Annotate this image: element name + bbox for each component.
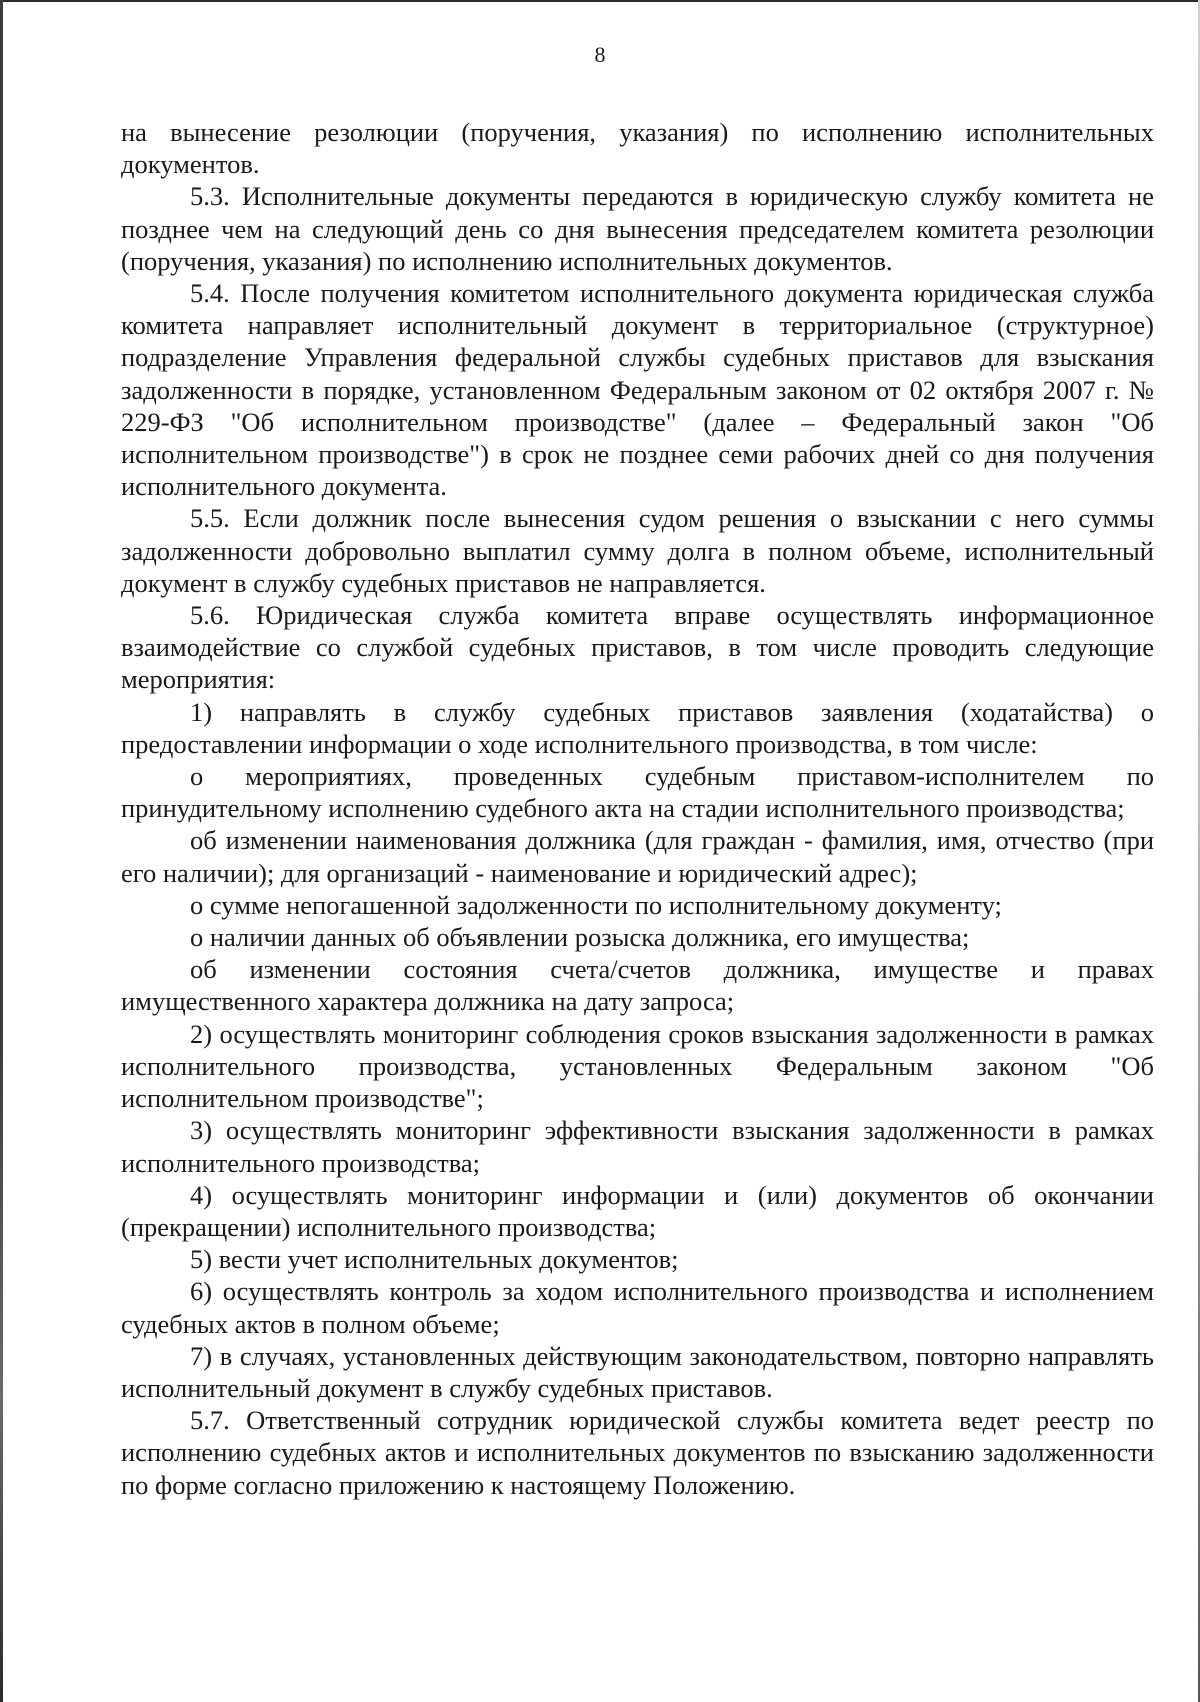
scan-edge-top (0, 0, 1200, 2)
sub-item-name-change: об изменении наименования должника (для граждан - фамилия, имя, отчество (при его наличии); для организаций - наименование и юридический адрес); (121, 825, 1154, 888)
sub-item-search: о наличии данных об объявлении розыска должника, его имущества; (190, 922, 970, 953)
sub-item-measures: о мероприятиях, проведенных судебным приставом-исполнителем по принудительному исполнению судебного акта на стадии исполнительного производства; (121, 761, 1154, 824)
page-number: 8 (594, 42, 606, 67)
paragraph-continuation: на вынесение резолюции (поручения, указания) по исполнению исполнительных документов. (121, 117, 1154, 180)
list-item-2: 2) осуществлять мониторинг соблюдения сроков взыскания задолженности в рамках исполнительного производства, установленных Федеральным законом "Об исполнительном производстве"; (121, 1018, 1154, 1114)
list-item-4: 4) осуществлять мониторинг информации и (или) документов об окончании (прекращении) исполнительного производства; (121, 1179, 1154, 1242)
list-item-3: 3) осуществлять мониторинг эффективности взыскания задолженности в рамках исполнительного производства; (121, 1115, 1154, 1178)
list-item-5: 5) вести учет исполнительных документов; (190, 1244, 679, 1275)
sub-item-debt-sum: о сумме непогашенной задолженности по исполнительному документу; (190, 889, 1002, 920)
document-body (121, 116, 1154, 1501)
paragraph-5-4: 5.4. После получения комитетом исполнительного документа юридическая служба комитета направляет исполнительный документ в территориальное (структурное) подразделение Управления федеральной службы судебных приставов для взыскания задолженности в порядке, установленном Федеральным законом от 02 октября 2007 г. № 229-ФЗ "Об исполнительном производстве" (далее – Федеральный закон "Об исполнительном производстве") в срок не позднее семи рабочих дней со дня получения исполнительного документа. (121, 278, 1154, 502)
scan-edge-left (0, 0, 3, 1702)
paragraph-5-6: 5.6. Юридическая служба комитета вправе осуществлять информационное взаимодействие со службой судебных приставов, в том числе проводить следующие мероприятия: (121, 600, 1154, 695)
list-item-7: 7) в случаях, установленных действующим законодательством, повторно направлять исполнительный документ в службу судебных приставов. (121, 1340, 1154, 1403)
paragraph-5-5: 5.5. Если должник после вынесения судом решения о взыскании с него суммы задолженности добровольно выплатил сумму долга в полном объеме, исполнительный документ в службу судебных приставов не направляется. (121, 503, 1154, 598)
list-item-1: 1) направлять в службу судебных приставов заявления (ходатайства) о предоставлении информации о ходе исполнительного производства, в том числе: (121, 696, 1154, 759)
paragraph-5-3: 5.3. Исполнительные документы передаются в юридическую службу комитета не позднее чем на следующий день со дня вынесения председателем комитета резолюции (поручения, указания) по исполнению исполнительных документов. (121, 181, 1154, 276)
list-item-6: 6) осуществлять контроль за ходом исполнительного производства и исполнением судебных актов в полном объеме; (121, 1276, 1154, 1339)
paragraph-5-7: 5.7. Ответственный сотрудник юридической службы комитета ведет реестр по исполнению судебных актов и исполнительных документов по взысканию задолженности по форме согласно приложению к настоящему Положению. (121, 1405, 1154, 1500)
sub-item-accounts: об изменении состояния счета/счетов должника, имуществе и правах имущественного характера должника на дату запроса; (121, 954, 1154, 1017)
